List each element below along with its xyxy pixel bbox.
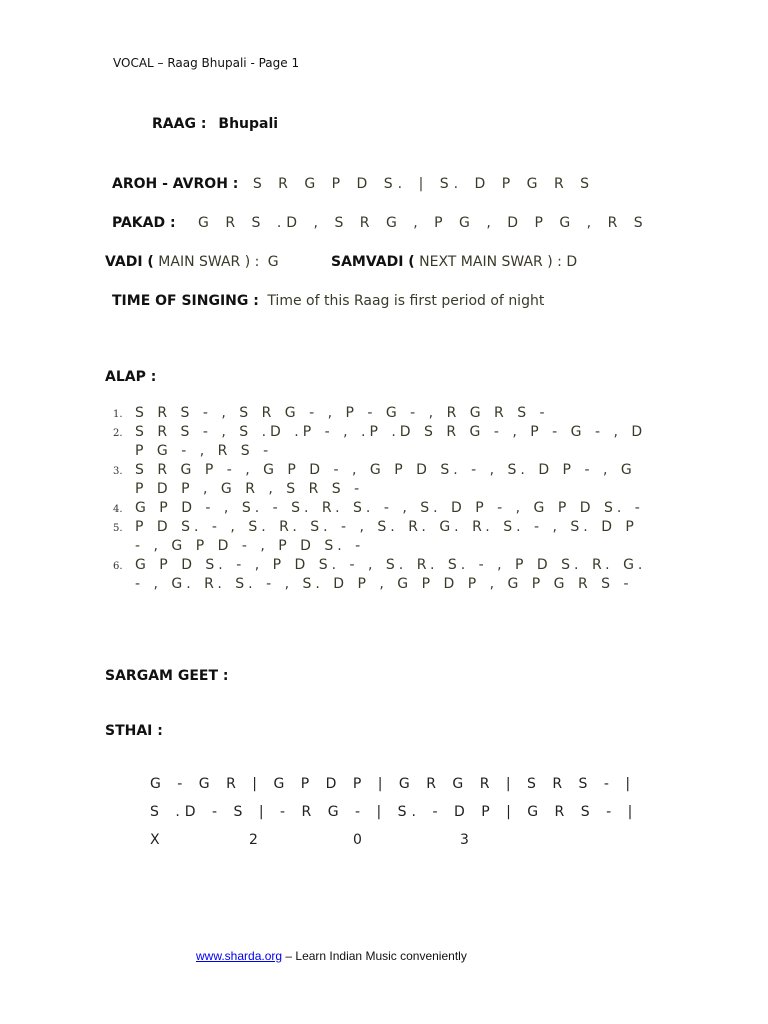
raag-label: RAAG : (152, 116, 207, 132)
list-item-text: S R S - , S .D .P - , .P .D S R G - , P - G - , D P G - , R S - (135, 424, 647, 459)
list-item-text: S R S - , S R G - , P - G - , R G R S - (135, 405, 549, 421)
sthai-heading: STHAI : (105, 723, 163, 739)
sargam-geet-heading: SARGAM GEET : (105, 668, 229, 684)
list-item (110, 404, 655, 423)
website-link[interactable]: www.sharda.org (196, 949, 283, 963)
list-item-number: 3. (113, 466, 123, 477)
aroh-avroh-value: S R G P D S. | S. D P G R S (252, 176, 595, 192)
time-label: TIME OF SINGING : (112, 293, 259, 309)
list-item (110, 461, 655, 499)
taal-mark-0: 0 (353, 832, 362, 848)
list-item (110, 423, 655, 461)
list-item (110, 499, 655, 518)
time-value: Time of this Raag is first period of night (267, 293, 545, 309)
page-header: VOCAL – Raag Bhupali - Page 1 (113, 56, 300, 70)
alap-list (110, 404, 655, 594)
samvadi-line (331, 254, 577, 270)
taal-mark-2: 2 (249, 832, 258, 848)
vadi-line (105, 254, 279, 270)
raag-value: Bhupali (218, 116, 279, 132)
list-item (110, 556, 655, 594)
list-item-text: S R G P - , G P D - , G P D S. - , S. D P - , G P D P , G R , S R S - (135, 462, 636, 497)
raag-line (152, 116, 278, 132)
vadi-paren: MAIN SWAR ) : (158, 254, 260, 270)
list-item (110, 518, 655, 556)
taal-mark-3: 3 (460, 832, 469, 848)
list-item-text: G P D - , S. - S. R. S. - , S. D P - , G P D S. - (135, 500, 644, 516)
list-item-text: G P D S. - , P D S. - , S. R. S. - , P D S. R. G. - , G. R. S. - , S. D P , G P D P , G P G R S - (135, 557, 647, 592)
sthai-line-2: S .D - S | - R G - | S. - D P | G R S - | (150, 804, 638, 820)
time-line (112, 293, 544, 309)
taal-mark-x: X (150, 832, 160, 848)
list-item-number: 2. (113, 428, 123, 439)
samvadi-label: SAMVADI ( (331, 254, 415, 270)
pakad-value: G R S .D , S R G , P G , D P G , R S (198, 215, 648, 231)
pakad-label: PAKAD : (112, 215, 176, 231)
samvadi-paren: NEXT MAIN SWAR ) : (419, 254, 562, 270)
aroh-avroh-label: AROH - AVROH : (112, 176, 239, 192)
list-item-number: 1. (113, 409, 123, 420)
pakad-line (112, 215, 648, 231)
samvadi-value: D (566, 254, 578, 270)
list-item-text: P D S. - , S. R. S. - , S. R. G. R. S. - , S. D P - , G P D - , P D S. - (135, 519, 638, 554)
alap-heading: ALAP : (105, 369, 157, 385)
aroh-avroh-line (112, 176, 594, 192)
list-item-number: 6. (113, 561, 123, 572)
list-item-number: 4. (113, 504, 123, 515)
footer-text: – Learn Indian Music conveniently (282, 949, 467, 963)
sthai-line-1: G - G R | G P D P | G R G R | S R S - | (150, 776, 636, 792)
footer (196, 949, 467, 963)
vadi-label: VADI ( (105, 254, 154, 270)
list-item-number: 5. (113, 523, 123, 534)
vadi-value: G (267, 254, 279, 270)
